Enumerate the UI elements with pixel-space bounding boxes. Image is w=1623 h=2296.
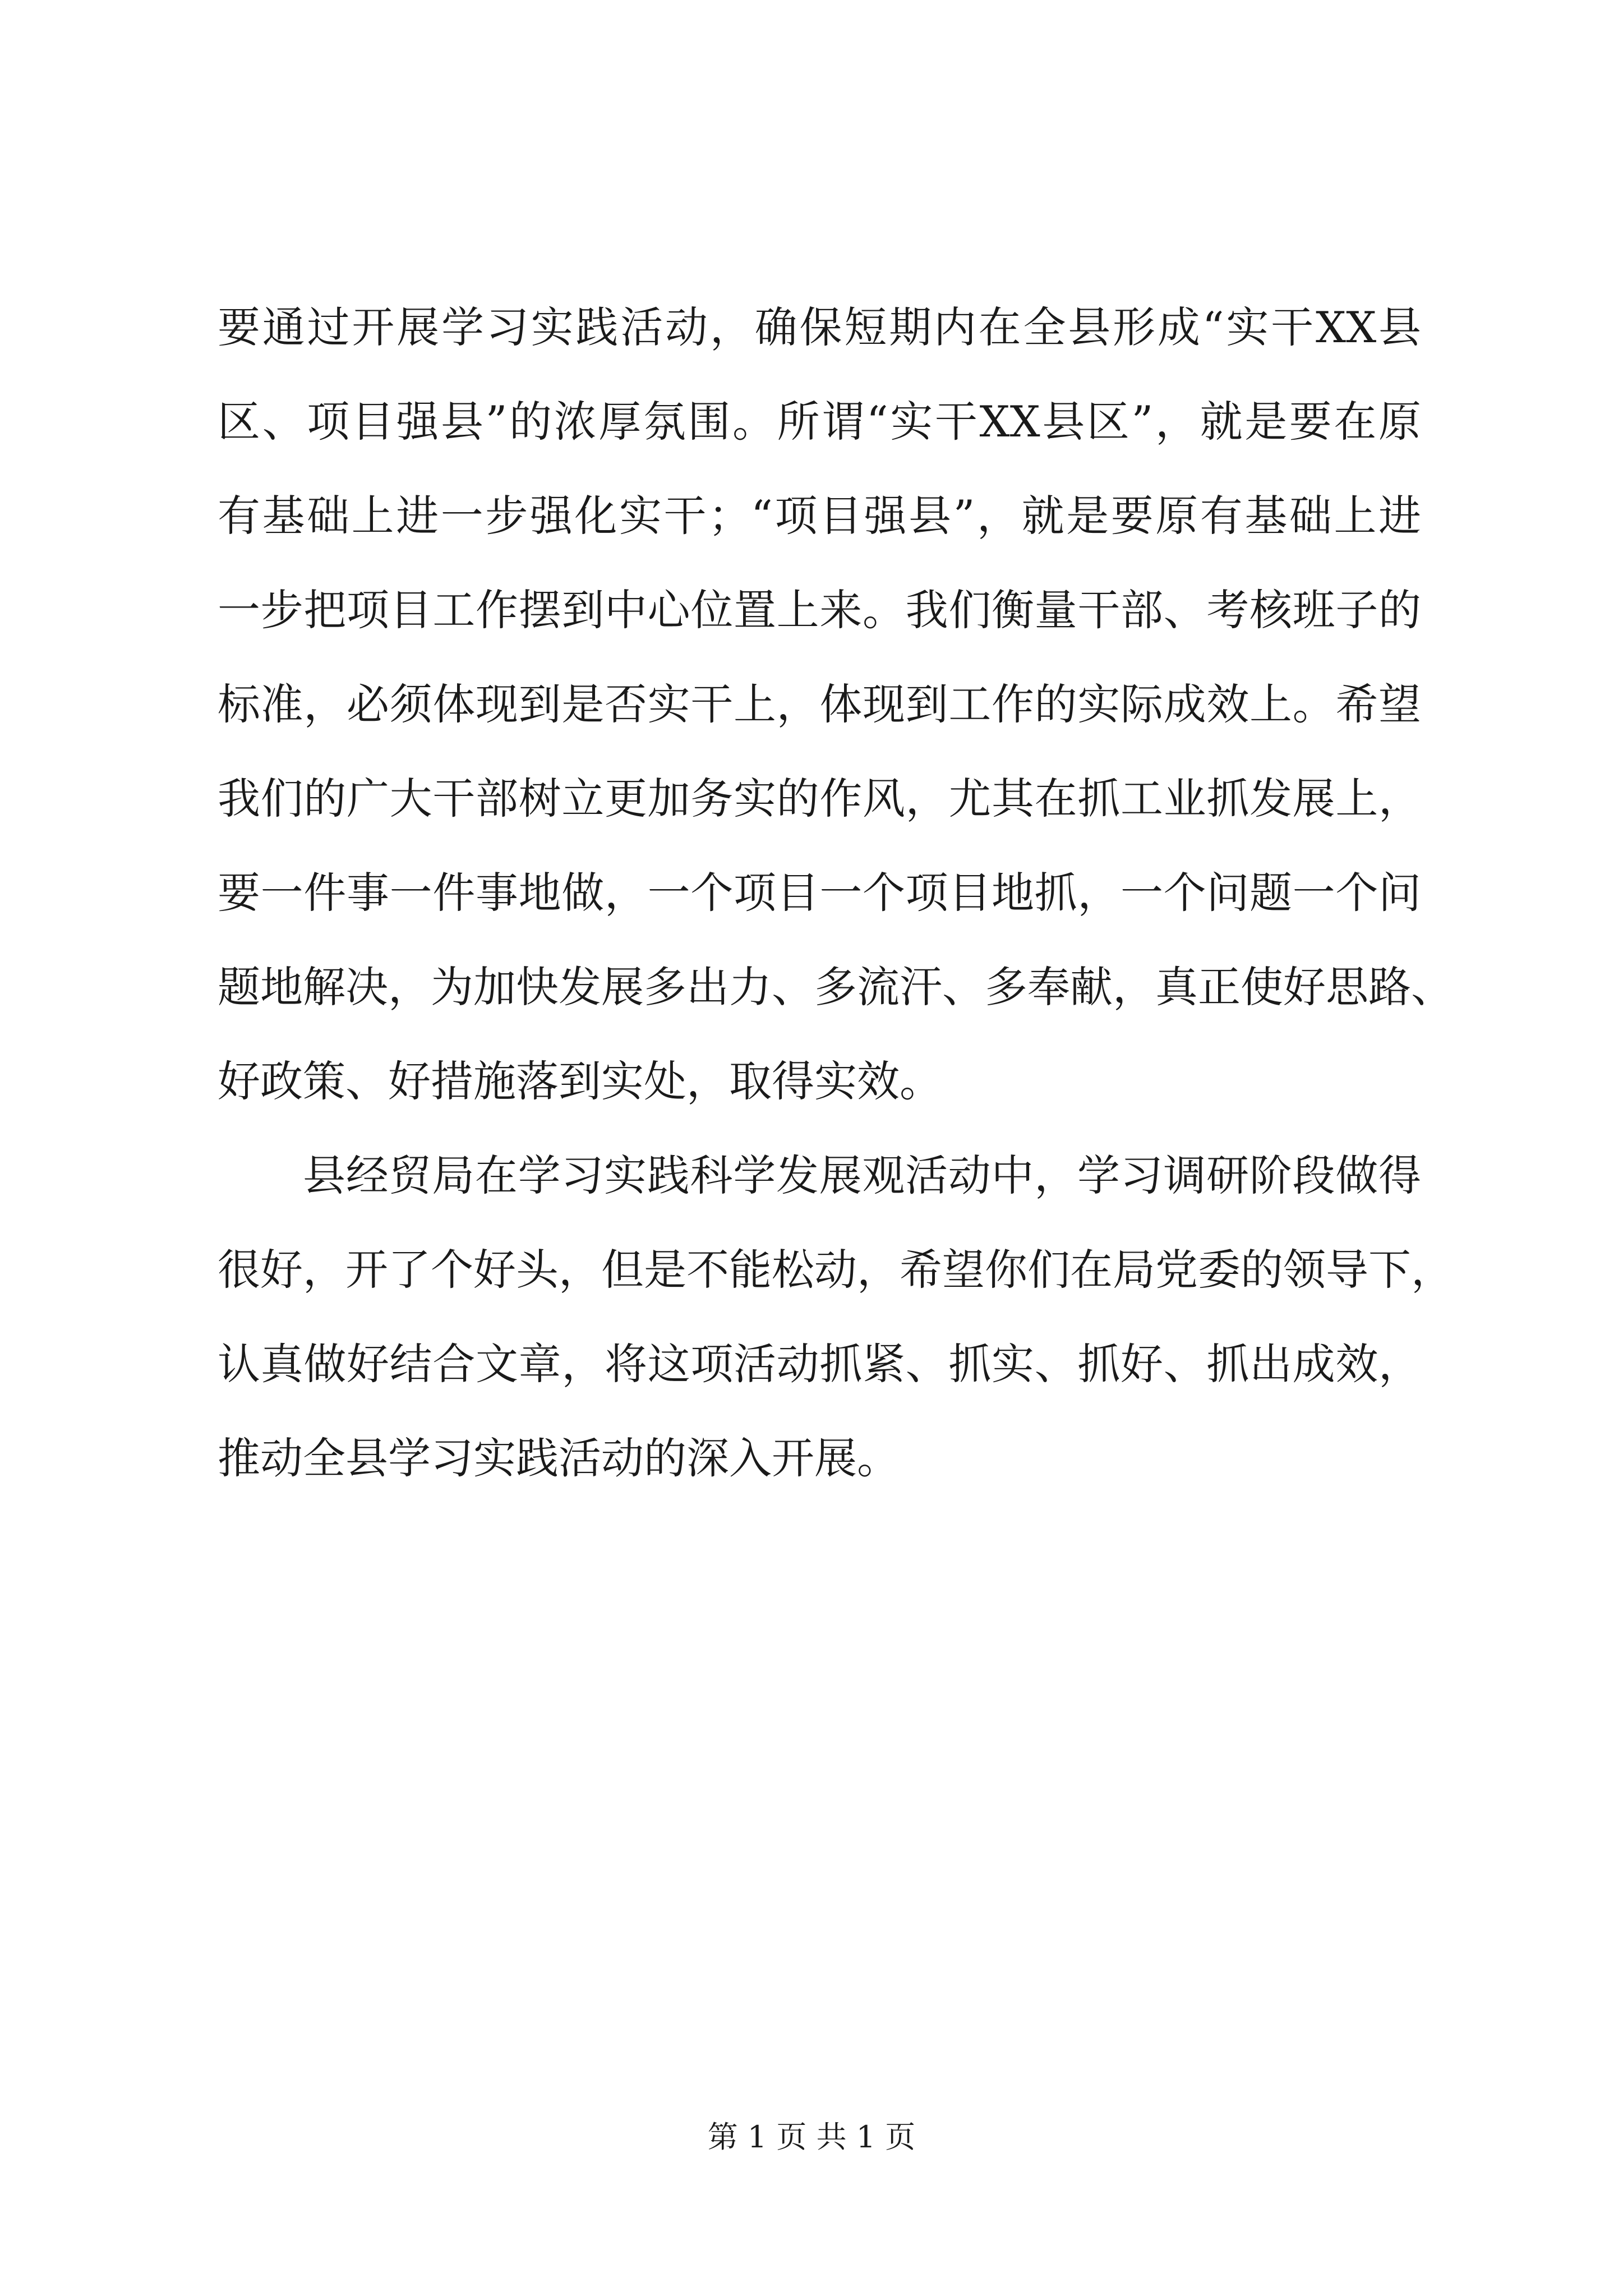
paragraph-2-line: 很好，开了个好头，但是不能松动，希望你们在局党委的领导下， xyxy=(218,1245,1454,1295)
paragraph-1-line: 标准，必须体现到是否实干上，体现到工作的实际成效上。希望 xyxy=(218,679,1421,729)
paragraph-1-line: 题地解决，为加快发展多出力、多流汗、多奉献，真正使好思路、 xyxy=(218,962,1454,1012)
paragraph-1-line: 要一件事一件事地做，一个项目一个项目地抓，一个问题一个问 xyxy=(218,868,1421,918)
paragraph-2-line: 县经贸局在学习实践科学发展观活动中，学习调研阶段做得 xyxy=(303,1151,1421,1200)
paragraph-1-line: 要通过开展学习实践活动，确保短期内在全县形成“实干XX县 xyxy=(218,302,1421,352)
page-number-footer: 第 1 页 共 1 页 xyxy=(707,2119,916,2155)
paragraph-2 xyxy=(218,1129,1454,1506)
document-body xyxy=(218,280,1454,1506)
paragraph-1-line: 有基础上进一步强化实干；“项目强县”，就是要原有基础上进 xyxy=(218,491,1421,541)
paragraph-1-line: 一步把项目工作摆到中心位置上来。我们衡量干部、考核班子的 xyxy=(218,585,1421,635)
paragraph-1 xyxy=(218,280,1454,1129)
paragraph-1-line: 好政策、好措施落到实处，取得实效。 xyxy=(218,1056,942,1106)
paragraph-1-line: 区、项目强县”的浓厚氛围。所谓“实干XX县区”，就是要在原 xyxy=(218,397,1421,447)
paragraph-1-line: 我们的广大干部树立更加务实的作风，尤其在抓工业抓发展上， xyxy=(218,774,1421,823)
paragraph-2-line: 认真做好结合文章，将这项活动抓紧、抓实、抓好、抓出成效， xyxy=(218,1339,1421,1389)
paragraph-2-line: 推动全县学习实践活动的深入开展。 xyxy=(218,1433,900,1483)
